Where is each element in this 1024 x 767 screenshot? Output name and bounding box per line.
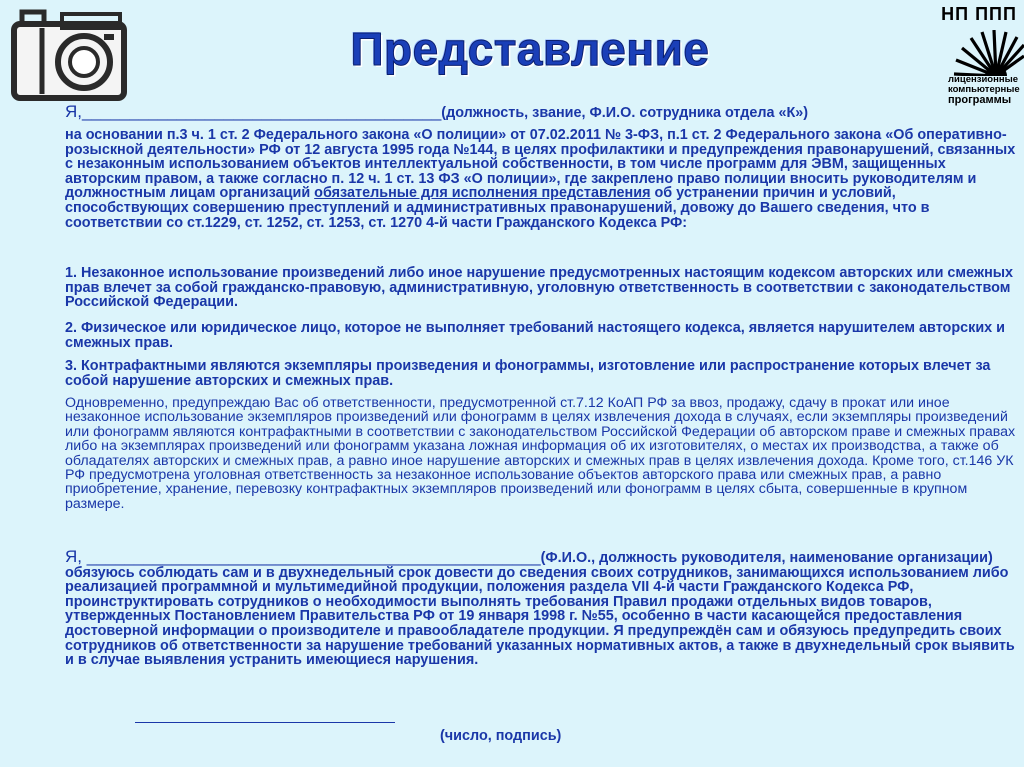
officer-prefix: Я, [65,102,82,121]
list-item: 1. Незаконное использование произведений либо иное нарушение предусмотренных настоящим кодексом авторских или смежных прав влечет за собой гражданско-правовую, административную, уголовную ответственность в соответствии с законодательством Российской Федерации. [65,265,1014,311]
manager-paragraph [65,547,1020,669]
logo-caption-line: компьютерные [948,84,1020,95]
sunrise-icon [950,30,1024,76]
intro-text: на основании п.3 ч. 1 ст. 2 Федерального закона «О полиции» от 07.02.2011 № 3-ФЗ, п.1 ст. 2 Федерального закона «Об оперативно-розыскной деятельности» РФ от 12 августа 1995 года №144, в целях профилактики и предупреждения правонарушений, связанных с незаконным использованием объектов интеллектуальной собственности, в том числе программ для ЭВМ, защищенных авторским правом, а также согласно п. 12 ч. 1 ст. 13 ФЗ «О полиции», где закреплено право полиции вносить руководителям и должностным лицам организаций [65,127,1016,202]
list-item: 3. Контрафактными являются экземпляры произведения и фонограммы, изготовление или распространение которых влечет за собой нарушение авторских и смежных прав. [65,358,991,389]
logo-caption-line: программы [948,94,1012,106]
manager-text: (Ф.И.О., должность руководителя, наименование организации) обязуюсь соблюдать сам и в двухнедельный срок довести до сведения своих сотрудников, занимающихся использованием либо реализацией программной и мультимедийной продукции, положения раздела VII 4-й части Гражданского Кодекса РФ, проинструктировать сотрудников о необходимости выполнять требования Правил продажи отдельных видов товаров, утвержденных Постановлением Правительства РФ от 19 января 1998 г. №55, особенно в части касающейся предоставления достоверной информации о производителе и правообладателе продукции. Я предупреждён сам и обязуюсь предупредить своих сотрудников об ответственности за нарушение требований указанных нормативных актов, а также в двухнедельный срок выявить и в случае выявления устранить имеющиеся нарушения. [65,550,1015,669]
officer-blank: ______________________________________ [82,102,442,121]
intro-underlined-text: обязательные для исполнения представления [314,185,651,202]
intro-paragraph [65,128,1020,230]
list-item: 2. Физическое или юридическое лицо, которое не выполняет требований настоящего кодекса, является нарушителем авторских и смежных прав. [65,320,1006,351]
officer-caption: (должность, звание, Ф.И.О. сотрудника отдела «К») [441,105,809,121]
manager-prefix: Я, [65,547,87,566]
slide-title: Представление [350,23,710,75]
signature-line [135,722,395,723]
manager-blank: ________________________________________________ [86,547,541,566]
officer-line [65,102,1020,122]
warning-paragraph: Одновременно, предупреждаю Вас об ответственности, предусмотренной ст.7.12 КоАП РФ за ввоз, продажу, сдачу в прокат или иное незаконное использование экземпляров произведений или фонограмм в целях извлечения дохода в случаях, если экземпляры произведений или фонограмм являются контрафактными в соответствии с законодательством Российской Федерации об авторском праве и смежных правах либо на экземплярах произведений или фонограмм указана ложная информация об их изготовителях, о местах их производства, а также об обладателях авторских и смежных прав, а равно иное нарушение авторских и смежных прав в целях извлечения дохода. Кроме того, ст.146 УК РФ предусмотрена уголовная ответственность за незаконное использование объектов авторского права или смежных прав, а равно приобретение, хранение, перевозку контрафактных экземпляров произведений или фонограмм в целях сбыта, совершенные в крупном размере. [65,395,1016,512]
signature-label: (число, подпись) [440,728,562,744]
logo-caption-line: лицензионные [948,74,1018,85]
np-ppp-logo [934,4,1024,108]
intro-text-end: об устранении причин и условий, способствующих совершению преступлений и административных правонарушений, довожу до Вашего сведения, что в соответствии со ст.1229, ст. 1252, ст. 1253, ст. 1270 4-й части Гражданского Кодекса РФ: [65,185,930,231]
logo-caption [948,75,1024,105]
logo-abbreviation: НП ППП [941,4,1017,24]
